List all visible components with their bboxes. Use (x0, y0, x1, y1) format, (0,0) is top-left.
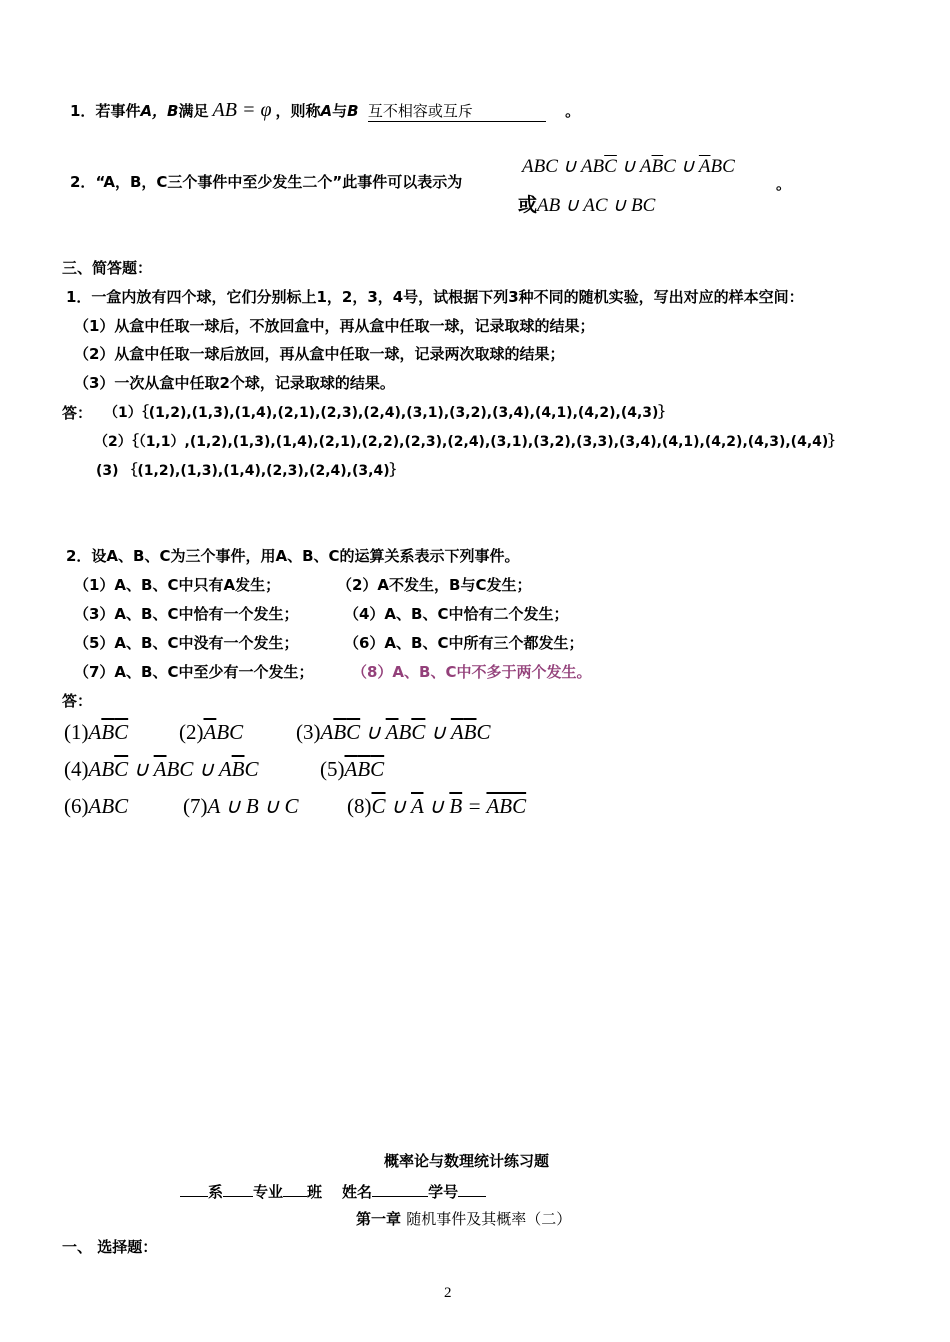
label-student-id: 学号 (428, 1183, 459, 1201)
chapter-number: 第一章 (356, 1210, 402, 1228)
answer-line: (3) ｛(1,2),(1,3),(1,4),(2,3),(2,4),(3,4)｝ (96, 463, 404, 479)
sub-question: （4）A、B、C中恰有二个发生； (344, 605, 569, 623)
sub-question: （3）A、B、C中恰有一个发生； (74, 605, 299, 623)
question-vars: A，B (140, 102, 179, 120)
sub-question: （2）从盒中任取一球后放回，再从盒中任取一球，记录两次取球的结果； (74, 345, 565, 363)
sub-question-highlighted: （8）A、B、C中不多于两个发生。 (352, 663, 592, 681)
formula-line-2 (518, 190, 655, 217)
fill-question-2 (70, 172, 462, 192)
answer-8: $(8)\overline{C}$ ∪ $\overline{A}$ ∪ $\overline{B} = \overline{ABC}$ (347, 794, 527, 818)
question-text: “A，B，C三个事件中至少发生二个”此事件可以表示为 (95, 173, 463, 191)
answer-line: （1）｛(1,2),(1,3),(1,4),(2,1),(2,3),(2,4),(3,1),(3,2),(3,4),(4,1),(4,2),(4,3)｝ (104, 405, 673, 421)
question-text: 满足 (178, 102, 209, 120)
answer-7: (7)A ∪ B ∪ C (183, 794, 299, 818)
student-info-line (180, 1181, 486, 1202)
sub-question: （3）一次从盒中任取2个球，记录取球的结果。 (74, 374, 395, 392)
sub-question: （1）从盒中任取一球后，不放回盒中，再从盒中任取一球，记录取球的结果； (74, 317, 595, 335)
page-number: 2 (444, 1285, 452, 1301)
blank-major (223, 1181, 253, 1197)
answer-2: $(2)\overline{A}BC$ (179, 720, 244, 744)
label-department: 系 (208, 1183, 224, 1201)
formula-line-1: ABC ∪ $AB\overline{C}$ ∪ $A\overline{B}C$ ∪ $\overline{A}BC$ (522, 156, 735, 177)
question-text: 与 (332, 102, 348, 120)
blank-department (180, 1181, 208, 1197)
answer-3: $(3)A\overline{B}\overline{C}$ ∪ $\overline{A}B\overline{C}$ ∪ $\overline{A}\overline{B}C$ (296, 720, 491, 744)
answer-4: $(4)AB\overline{C}$ ∪ $\overline{A}BC$ ∪ $A\overline{B}C$ (64, 757, 259, 781)
period: 。 (776, 175, 792, 193)
answer-1: $(1)A\overline{B}\overline{C}$ (64, 720, 129, 744)
sub-question: （2）A不发生，B与C发生； (337, 576, 532, 594)
answer-label: 答： (62, 692, 93, 710)
answer-line: （2）｛（1,1）,(1,2),(1,3),(1,4),(2,1),(2,2),(2,3),(2,4),(3,1),(3,2),(3,3),(3,4),(4,1),(4,2),(4,3),(4,4)｝ (94, 434, 843, 450)
chapter-heading (356, 1209, 571, 1229)
chapter-title: 随机事件及其概率（二） (406, 1210, 572, 1228)
blank-class (283, 1181, 307, 1197)
answer-blank (368, 101, 546, 122)
section-heading: 一、 选择题： (62, 1238, 158, 1256)
sub-question: （7）A、B、C中至少有一个发生； (74, 663, 314, 681)
var-a: A (320, 102, 333, 120)
exercise-title: 概率论与数理统计练习题 (384, 1152, 550, 1170)
label-name: 姓名 (342, 1183, 373, 1201)
period: 。 (565, 102, 581, 120)
question-text: ，则称 (275, 102, 321, 120)
question-stem: 1．一盒内放有四个球，它们分别标上1，2，3，4号，试根据下列3种不同的随机实验，写出对应的样本空间： (66, 288, 804, 306)
question-number: 2． (70, 173, 96, 191)
var-b: B (347, 102, 359, 120)
answer-5: $(5)\overline{A}\overline{B}\overline{C}$ (320, 757, 385, 781)
question-stem: 2．设A、B、C为三个事件，用A、B、C的运算关系表示下列事件。 (66, 547, 520, 565)
label-major: 专业 (253, 1183, 284, 1201)
label-class: 班 (307, 1183, 323, 1201)
blank-student-id (458, 1181, 486, 1197)
blank-name (372, 1181, 428, 1197)
fill-question-1 (70, 100, 580, 122)
sub-question: （1）A、B、C中只有A发生； (74, 576, 281, 594)
formula-ab-empty: AB = φ (212, 99, 272, 121)
question-number: 1． (70, 102, 96, 120)
sub-question: （6）A、B、C中所有三个都发生； (344, 634, 584, 652)
formula-ab-ac-bc: AB ∪ AC ∪ BC (537, 195, 656, 216)
or-text: 或 (518, 194, 538, 216)
section-heading: 三、简答题： (62, 259, 153, 277)
answer-text: 互不相容或互斥 (367, 102, 473, 120)
answer-label: 答： (62, 404, 93, 422)
answer-6: (6)ABC (64, 794, 129, 818)
question-text: 若事件 (95, 102, 141, 120)
sub-question: （5）A、B、C中没有一个发生； (74, 634, 299, 652)
